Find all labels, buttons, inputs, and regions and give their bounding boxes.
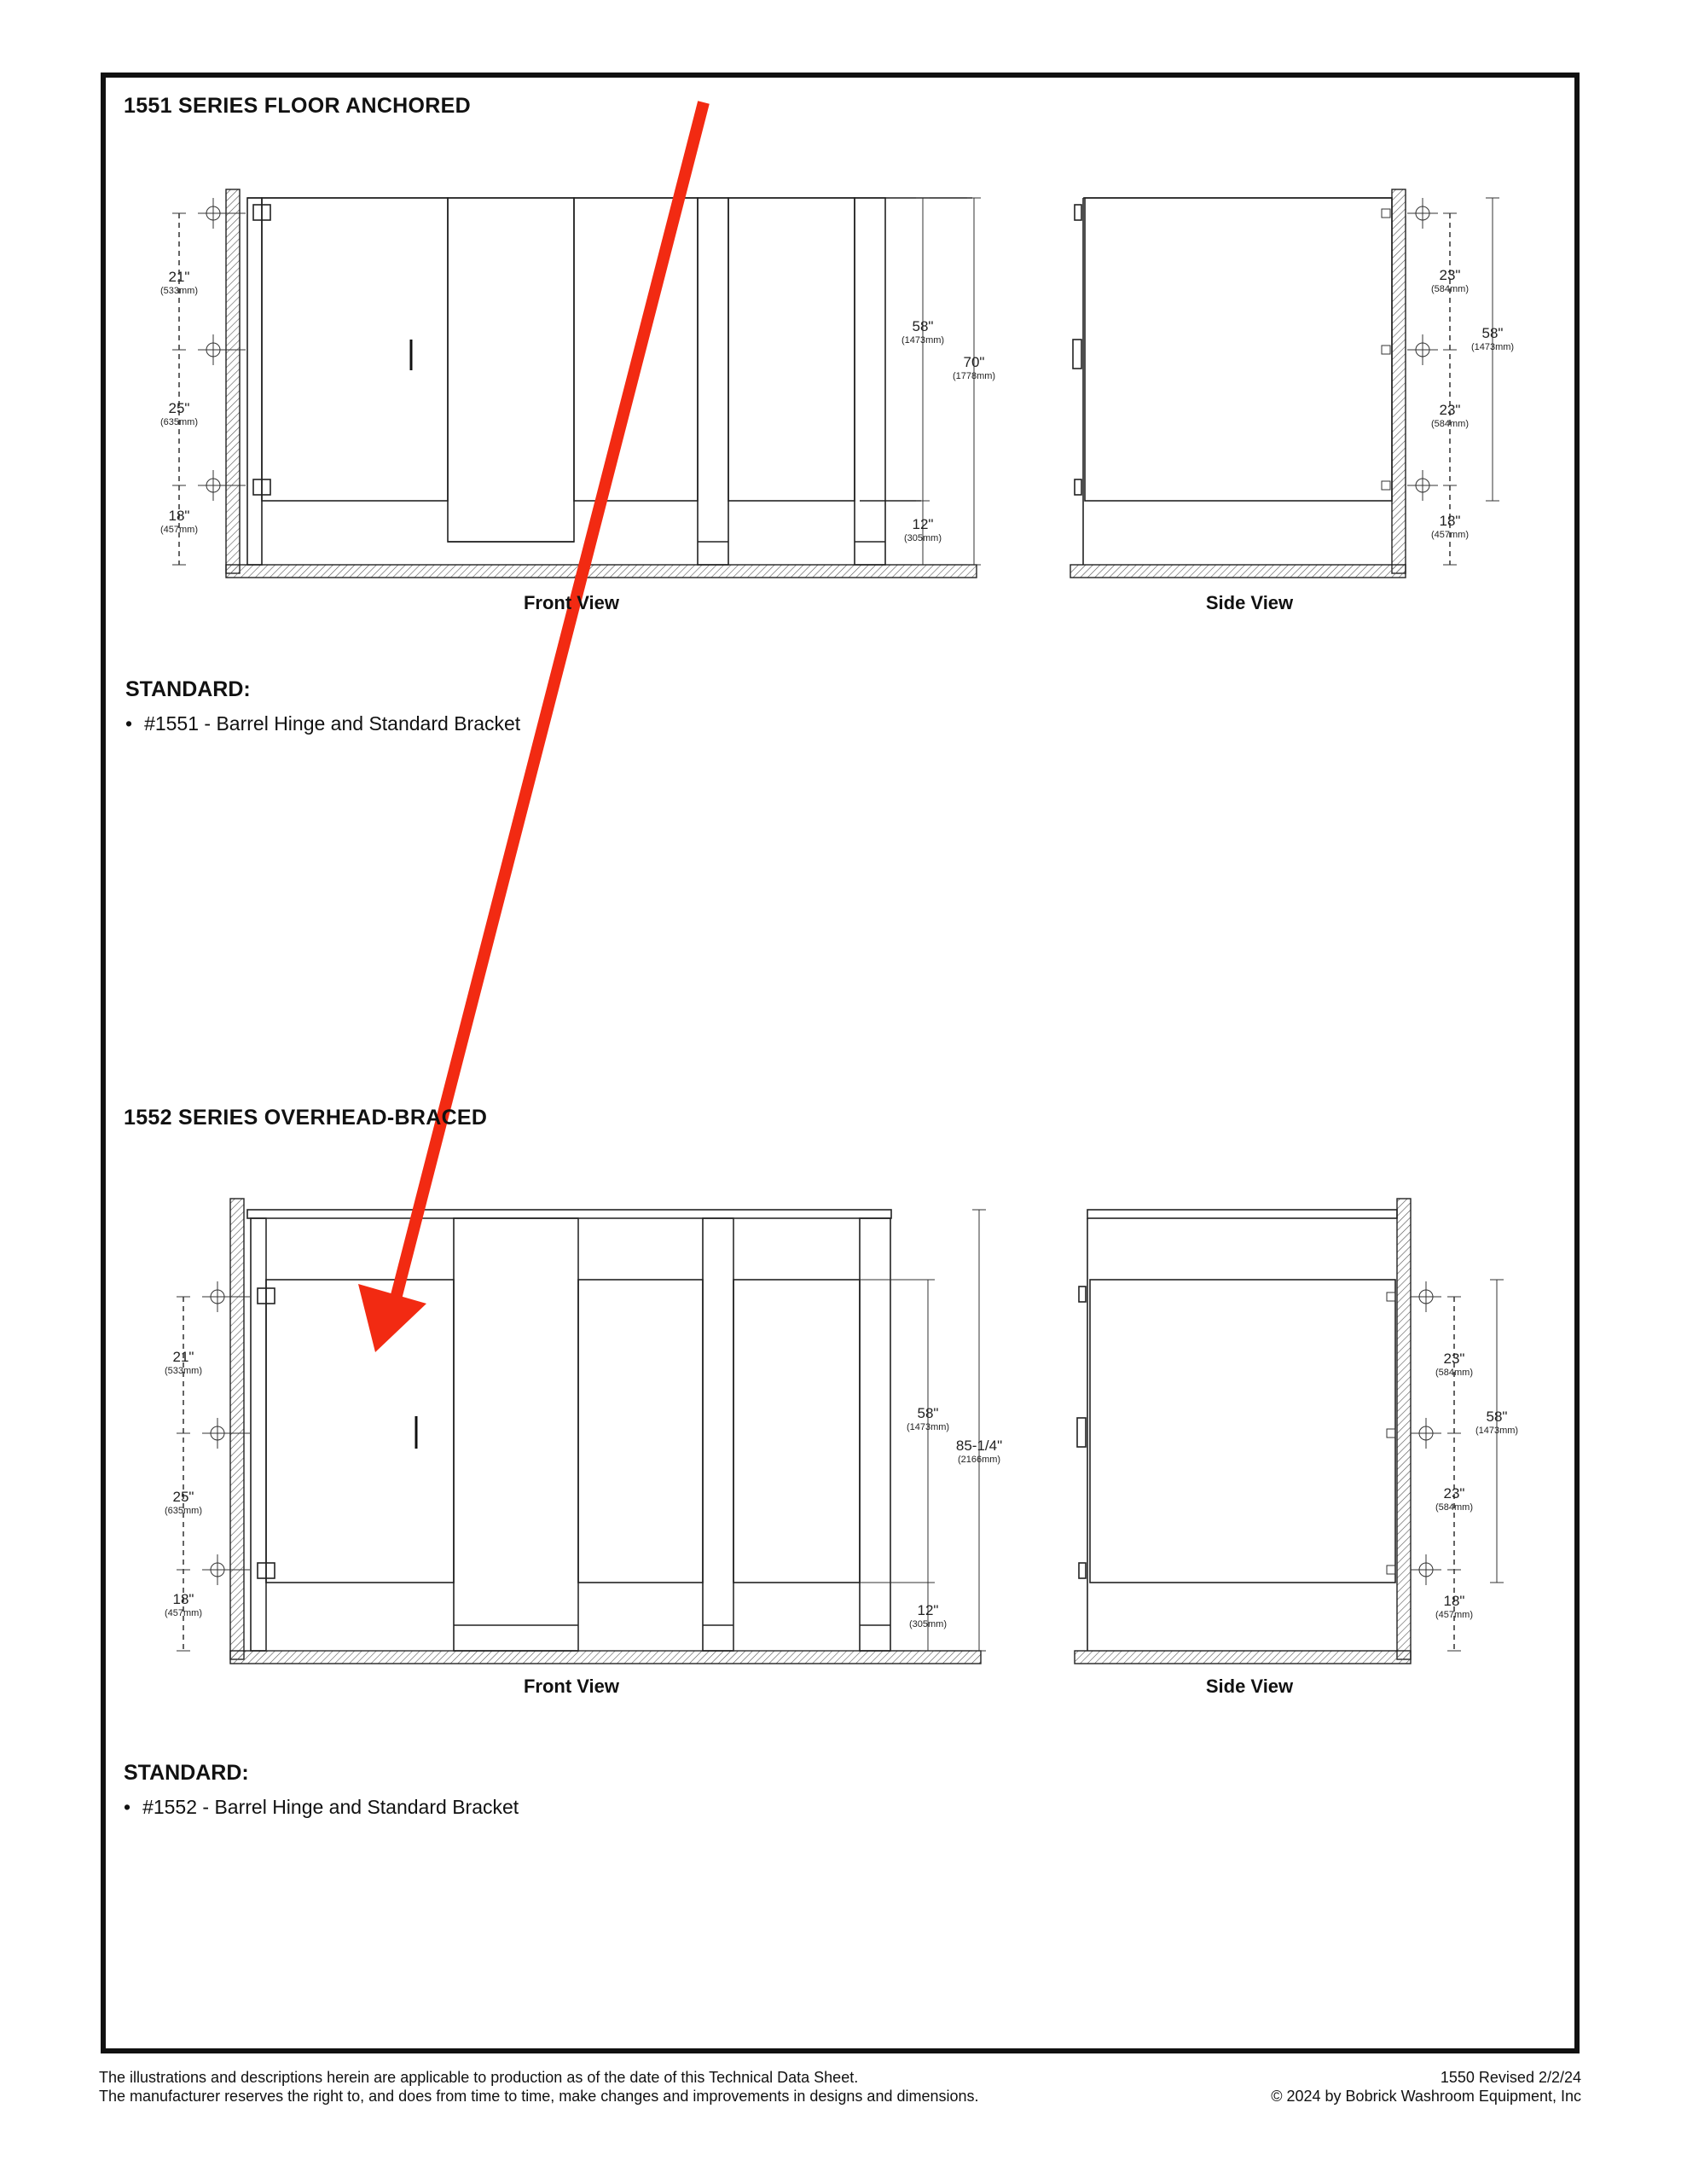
- section2-front-view: [177, 1199, 986, 1664]
- s1-front-dim-25: 25": [168, 400, 190, 416]
- s1-front-dim-12: 12": [912, 516, 934, 532]
- section2-side-view: [1075, 1199, 1504, 1664]
- s1-side-dim-23a-mm: (584mm): [1430, 284, 1470, 294]
- s1-front-dim-18: 18": [168, 508, 190, 524]
- s2-front-dim-58: 58": [917, 1405, 939, 1421]
- section1-title: 1551 SERIES FLOOR ANCHORED: [124, 94, 471, 118]
- footer-left-line2: The manufacturer reserves the right to, and does from time to time, make changes and improvements in designs and dimensions.: [99, 2088, 979, 2105]
- s2-front-dim-58-mm: (1473mm): [906, 1422, 950, 1432]
- s1-front-dim-58-mm: (1473mm): [901, 335, 945, 346]
- s2-front-dim-12-mm: (305mm): [908, 1619, 948, 1629]
- s1-front-dim-58: 58": [912, 318, 934, 334]
- s2-side-dim-18-mm: (457mm): [1435, 1610, 1474, 1620]
- s1-standard-item-text: #1551 - Barrel Hinge and Standard Bracket: [144, 712, 521, 735]
- s2-side-dim-23a: 23": [1443, 1350, 1465, 1367]
- s2-side-dim-18: 18": [1443, 1593, 1465, 1609]
- s2-standard-item: • #1552 - Barrel Hinge and Standard Bracket: [124, 1796, 519, 1818]
- footer-right: [1271, 2068, 1581, 2106]
- s1-front-dim-12-mm: (305mm): [903, 533, 942, 543]
- section2-title: 1552 SERIES OVERHEAD-BRACED: [124, 1106, 488, 1130]
- footer-left-line1: The illustrations and descriptions herein are applicable to production as of the date of this Technical Data Sheet.: [99, 2069, 859, 2086]
- s1-front-dim-25-mm: (635mm): [159, 417, 199, 427]
- s1-front-dim-70: 70": [963, 354, 985, 370]
- s1-side-dim-23a: 23": [1439, 267, 1461, 283]
- s2-front-dim-18: 18": [172, 1591, 194, 1607]
- footer-right-line2: © 2024 by Bobrick Washroom Equipment, Inc: [1271, 2088, 1581, 2105]
- s2-side-dim-23a-mm: (584mm): [1435, 1368, 1474, 1378]
- s2-front-dim-85: 85-1/4": [955, 1438, 1003, 1454]
- section1-front-view: [172, 189, 981, 578]
- s2-front-dim-85-mm: (2166mm): [957, 1455, 1001, 1465]
- s1-standard-item: • #1551 - Barrel Hinge and Standard Bracket: [125, 712, 521, 735]
- s2-front-dim-25: 25": [172, 1489, 194, 1505]
- s2-standard-item-text: #1552 - Barrel Hinge and Standard Bracket: [142, 1796, 519, 1818]
- s2-side-dim-23b: 23": [1443, 1485, 1465, 1502]
- s2-standard-title: STANDARD:: [124, 1761, 249, 1785]
- s1-front-dim-70-mm: (1778mm): [952, 371, 996, 381]
- s2-front-view-label: Front View: [523, 1676, 620, 1697]
- s1-side-dim-58: 58": [1481, 325, 1504, 341]
- s2-front-dim-21: 21": [172, 1349, 194, 1365]
- s2-side-dim-23b-mm: (584mm): [1435, 1502, 1474, 1513]
- s1-front-dim-21-mm: (533mm): [159, 286, 199, 296]
- s1-side-dim-23b-mm: (584mm): [1430, 419, 1470, 429]
- s2-front-dim-25-mm: (635mm): [164, 1506, 203, 1516]
- footer-right-line1: 1550 Revised 2/2/24: [1440, 2069, 1581, 2086]
- s1-standard-title: STANDARD:: [125, 677, 251, 701]
- s1-front-dim-21: 21": [168, 269, 190, 285]
- s1-side-dim-18-mm: (457mm): [1430, 530, 1470, 540]
- s1-side-view-label: Side View: [1205, 592, 1294, 613]
- s2-front-dim-12: 12": [917, 1602, 939, 1618]
- s1-front-dim-18-mm: (457mm): [159, 525, 199, 535]
- s2-side-dim-58-mm: (1473mm): [1475, 1426, 1519, 1436]
- s1-side-dim-18: 18": [1439, 513, 1461, 529]
- s2-side-view-label: Side View: [1205, 1676, 1294, 1697]
- s2-front-dim-18-mm: (457mm): [164, 1608, 203, 1618]
- s1-front-view-label: Front View: [523, 592, 620, 613]
- s2-side-dim-58: 58": [1486, 1409, 1508, 1425]
- footer-left: [99, 2068, 979, 2106]
- s1-side-dim-58-mm: (1473mm): [1470, 342, 1515, 352]
- section1-side-view: [1070, 189, 1499, 578]
- s1-side-dim-23b: 23": [1439, 402, 1461, 418]
- s2-front-dim-21-mm: (533mm): [164, 1366, 203, 1376]
